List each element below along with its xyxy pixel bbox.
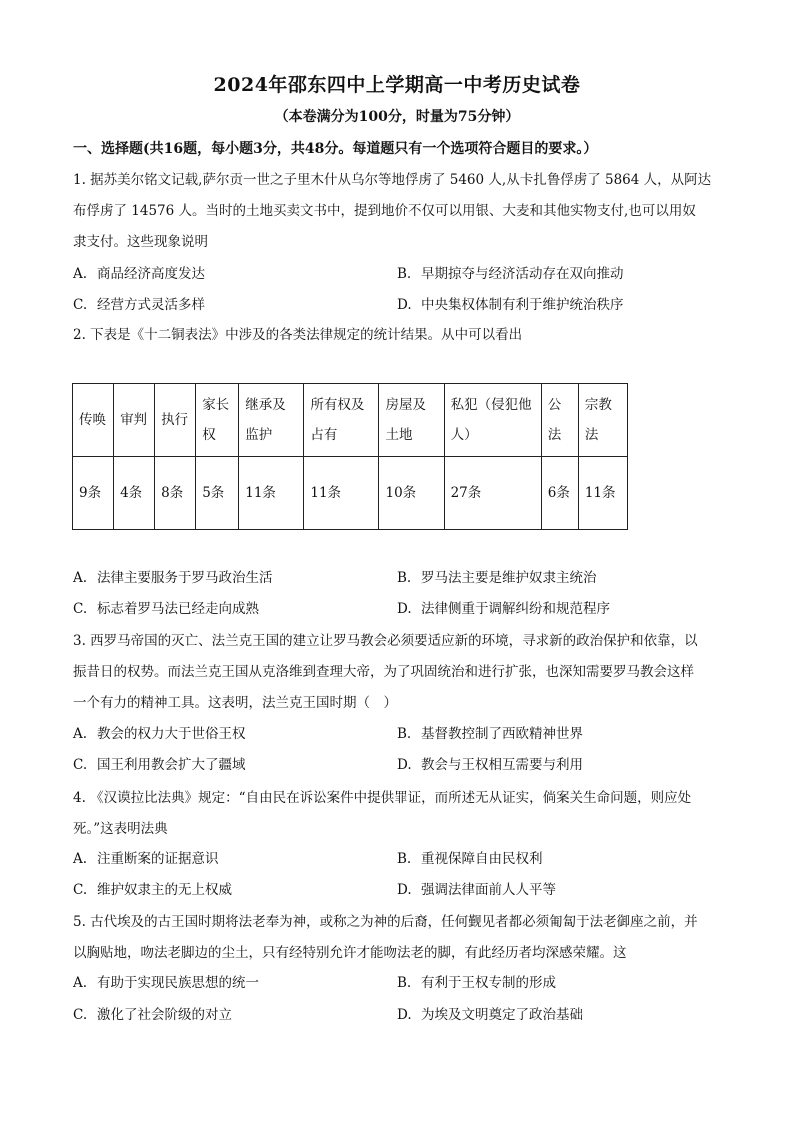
question-3-option-a[interactable] <box>73 724 246 744</box>
option-letter: A. <box>73 851 88 867</box>
page-title: 2024年邵东四中上学期高一中考历史试卷 <box>213 74 581 96</box>
option-text: 基督教控制了西欧精神世界 <box>421 726 583 742</box>
option-letter: C. <box>73 601 88 617</box>
question-2-option-c[interactable] <box>73 599 259 619</box>
option-letter: B. <box>397 570 412 586</box>
question-1-option-d[interactable] <box>397 295 624 315</box>
table-header-cell: 继承及监护 <box>239 384 304 457</box>
option-text: 标志着罗马法已经走向成熟 <box>97 601 259 617</box>
stem-line: 2. 下表是《十二铜表法》中涉及的各类法律规定的统计结果。从中可以看出 <box>73 327 523 343</box>
option-text: 注重断案的证据意识 <box>97 851 219 867</box>
option-letter: C. <box>73 882 88 898</box>
stem-line: 1. 据苏美尔铭文记载,萨尔贡一世之子里木什从乌尔等地俘虏了 5460 人,从卡扎鲁俘虏了 5864 人，从阿达 <box>73 172 712 188</box>
option-text: 经营方式灵活多样 <box>97 297 205 313</box>
option-text: 强调法律面前人人平等 <box>421 882 556 898</box>
table-value-cell: 11条 <box>304 457 379 530</box>
table-header-cell: 所有权及占有 <box>304 384 379 457</box>
question-2-option-a[interactable] <box>73 568 273 588</box>
question-2-stem <box>73 320 723 351</box>
option-text: 商品经济高度发达 <box>97 266 205 282</box>
table-header-cell: 家长权 <box>196 384 239 457</box>
table-value-cell: 5条 <box>196 457 239 530</box>
option-text: 有助于实现民族思想的统一 <box>97 975 259 991</box>
question-4-stem <box>73 783 723 845</box>
table-header-cell: 私犯（侵犯他人） <box>444 384 541 457</box>
table-value-cell: 9条 <box>73 457 114 530</box>
stem-line: 死。”这表明法典 <box>73 821 168 837</box>
stem-line: 布俘虏了 14576 人。当时的土地买卖文书中，提到地价不仅可以用银、大麦和其他实物支付,也可以用奴 <box>73 203 696 219</box>
option-text: 维护奴隶主的无上权威 <box>97 882 232 898</box>
table-value-cell: 10条 <box>379 457 444 530</box>
option-text: 法律侧重于调解纠纷和规范程序 <box>421 601 610 617</box>
question-1-option-b[interactable] <box>397 264 624 284</box>
option-letter: D. <box>397 601 412 617</box>
option-letter: A. <box>73 975 88 991</box>
option-letter: B. <box>397 266 412 282</box>
option-text: 法律主要服务于罗马政治生活 <box>97 570 273 586</box>
option-letter: D. <box>397 757 412 773</box>
table-header-cell: 公法 <box>541 384 578 457</box>
question-3-option-d[interactable] <box>397 755 583 775</box>
table-value-cell: 4条 <box>114 457 155 530</box>
question-4-option-d[interactable] <box>397 880 556 900</box>
stem-line: 一个有力的精神工具。这表明，法兰克王国时期（ ） <box>73 695 397 711</box>
option-text: 有利于王权专制的形成 <box>421 975 556 991</box>
question-4-option-c[interactable] <box>73 880 232 900</box>
question-1-option-c[interactable] <box>73 295 205 315</box>
table-header-cell: 宗教法 <box>578 384 627 457</box>
question-5-option-a[interactable] <box>73 973 259 993</box>
table-value-cell: 11条 <box>578 457 627 530</box>
question-5-stem <box>73 907 723 969</box>
stem-line: 5. 古代埃及的古王国时期将法老奉为神，或称之为神的后裔，任何觐见者都必须匍匐于法老御座之前，并 <box>73 914 698 930</box>
option-letter: C. <box>73 757 88 773</box>
option-letter: C. <box>73 297 88 313</box>
stem-line: 3. 西罗马帝国的灭亡、法兰克王国的建立让罗马教会必须要适应新的环境，寻求新的政治保护和依靠，以 <box>73 633 698 649</box>
option-letter: C. <box>73 1007 88 1023</box>
option-letter: D. <box>397 882 412 898</box>
table-value-cell: 11条 <box>239 457 304 530</box>
option-letter: A. <box>73 570 88 586</box>
option-text: 激化了社会阶级的对立 <box>97 1007 232 1023</box>
question-3-stem <box>73 626 723 719</box>
option-letter: B. <box>397 851 412 867</box>
option-text: 为埃及文明奠定了政治基础 <box>421 1007 583 1023</box>
option-letter: D. <box>397 1007 412 1023</box>
question-3-option-b[interactable] <box>397 724 583 744</box>
question-3-option-c[interactable] <box>73 755 246 775</box>
page-subtitle: （本卷满分为100分，时量为75分钟） <box>274 109 520 125</box>
option-text: 教会的权力大于世俗王权 <box>97 726 246 742</box>
stem-line: 4. 《汉谟拉比法典》规定：“自由民在诉讼案件中提供罪证，而所述无从证实，倘案关生命问题，则应处 <box>73 790 692 806</box>
stem-line: 隶支付。这些现象说明 <box>73 234 208 250</box>
option-letter: A. <box>73 726 88 742</box>
stem-line: 以胸贴地，吻法老脚边的尘土，只有经特别允许才能吻法老的脚，有此经历者均深感荣耀。这 <box>73 945 627 961</box>
question-2-option-b[interactable] <box>397 568 597 588</box>
option-letter: A. <box>73 266 88 282</box>
option-text: 重视保障自由民权利 <box>421 851 543 867</box>
question-4-option-a[interactable] <box>73 849 219 869</box>
option-letter: B. <box>397 975 412 991</box>
table-value-cell: 8条 <box>155 457 196 530</box>
question-5-option-c[interactable] <box>73 1005 232 1025</box>
question-5-option-b[interactable] <box>397 973 556 993</box>
table-header-row <box>73 384 628 457</box>
option-text: 罗马法主要是维护奴隶主统治 <box>421 570 597 586</box>
table-value-row <box>73 457 628 530</box>
table-header-cell: 审判 <box>114 384 155 457</box>
table-header-cell: 执行 <box>155 384 196 457</box>
option-text: 早期掠夺与经济活动存在双向推动 <box>421 266 624 282</box>
option-text: 教会与王权相互需要与利用 <box>421 757 583 773</box>
table-value-cell: 27条 <box>444 457 541 530</box>
option-text: 中央集权体制有利于维护统治秩序 <box>421 297 624 313</box>
option-letter: B. <box>397 726 412 742</box>
section-heading: 一、选择题(共16题，每小题3分，共48分。每道题只有一个选项符合题目的要求。） <box>73 141 598 157</box>
table-value-cell: 6条 <box>541 457 578 530</box>
law-statistics-table <box>72 383 628 530</box>
option-letter: D. <box>397 297 412 313</box>
question-5-option-d[interactable] <box>397 1005 583 1025</box>
option-text: 国王利用教会扩大了疆域 <box>97 757 246 773</box>
question-4-option-b[interactable] <box>397 849 543 869</box>
question-1-option-a[interactable] <box>73 264 205 284</box>
table-header-cell: 房屋及土地 <box>379 384 444 457</box>
question-2-option-d[interactable] <box>397 599 610 619</box>
question-1-stem <box>73 165 723 258</box>
stem-line: 振昔日的权势。而法兰克王国从克洛维到查理大帝，为了巩固统治和进行扩张，也深知需要罗马教会这样 <box>73 664 694 680</box>
table-header-cell: 传唤 <box>73 384 114 457</box>
